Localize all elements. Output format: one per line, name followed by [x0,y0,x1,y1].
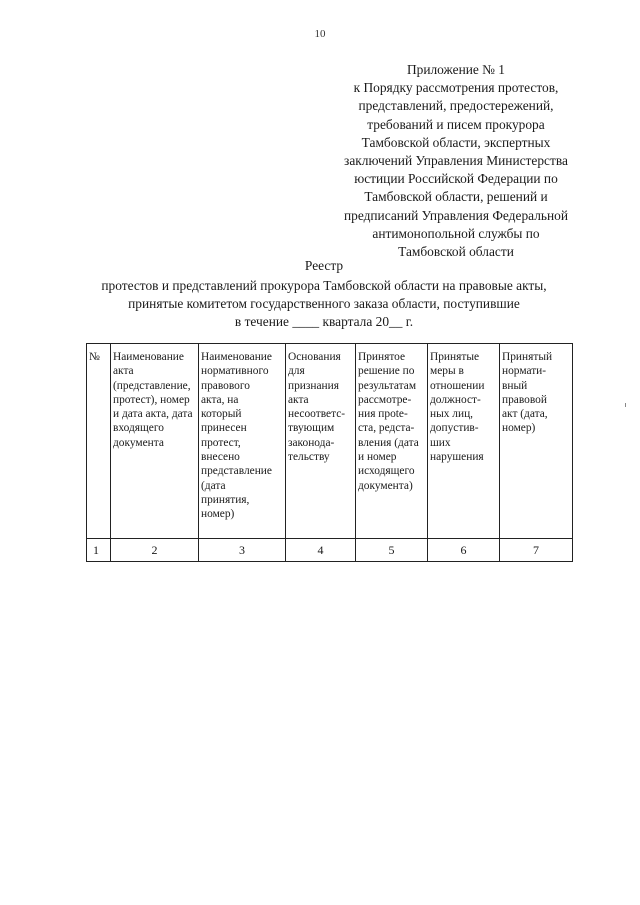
column-header-line: правовой [502,393,547,406]
table-numbering-row [87,539,573,562]
column-header-line: Принятое [358,351,406,363]
appendix-line: юстиции Российской Федерации по [354,171,558,187]
column-header-line: несоответс- [288,408,346,421]
column-header-line: номер) [502,422,536,435]
column-header-line: и номер [358,451,397,464]
column-header-line: правового [201,379,250,392]
column-header-line: вный [502,379,528,392]
column-header-line: Принятый [502,351,553,363]
appendix-line: Тамбовской области, экспертных [361,134,551,150]
column-header-line: результатам [358,379,417,392]
column-header-line: и дата акта, дата [113,408,193,421]
appendix-line: требований и писем прокурора [367,116,545,132]
column-header-line: твующим [288,422,335,435]
column-header-line: входящего [113,422,164,435]
column-header-line: тельству [288,451,330,464]
registry-title [40,257,608,331]
registry-subtitle-line-3: в течение ____ квартала 20__ г. [234,314,414,329]
column-header-line: нарушения [430,451,484,464]
column-header-1 [87,344,111,539]
column-header-6 [428,344,500,539]
column-header-line: (представление, [113,379,191,392]
column-header-line: протест), номер [113,393,190,406]
column-header-line: акта [288,393,309,406]
column-header-line: протест, [201,436,241,449]
column-header-line: исходящего [358,465,415,478]
column-header-line: Наименование [113,351,184,363]
column-header-line: ния прote- [358,408,408,421]
column-number-2: 2 [111,539,199,562]
column-header-line: признания [288,379,339,392]
column-header-line: ных лиц, [430,408,474,421]
column-header-line: меры в [430,365,464,378]
column-header-line: отношении [430,379,485,392]
appendix-note [330,61,582,261]
column-header-line: принесен [201,422,247,435]
column-header-line: акта [113,365,134,378]
column-header-line: для [288,365,305,378]
column-number-7: 7 [500,539,573,562]
registry-subtitle-line-2: принятые комитетом государственного заказа области, поступившие [128,296,520,311]
column-number-3: 3 [199,539,286,562]
column-header-line: нормативного [201,365,269,378]
column-header-line: допустив- [430,422,479,435]
column-header-line: ста, редста- [358,422,415,435]
column-header-line: ших [430,436,451,449]
registry-subtitle-line-1: протестов и представлений прокурора Тамбовской области на правовые акты, [101,278,547,293]
column-header-line: номер) [201,508,235,521]
column-header-line: рассмотре- [358,393,412,406]
column-header-3 [199,344,286,539]
column-header-line: законода- [288,436,335,449]
appendix-line: предписаний Управления Федеральной [343,207,569,223]
appendix-line: Тамбовской области, решений и [364,189,548,205]
column-header-4 [286,344,356,539]
column-header-line: внесено [201,451,240,464]
column-header-7 [500,344,573,539]
column-header-line: вления (дата [358,436,419,449]
table-header-row [87,344,573,539]
column-header-line: акт (дата, [502,408,548,421]
column-header-line: акта, на [201,393,239,406]
column-header-line: № [89,351,100,363]
column-header-line: принятия, [201,493,250,506]
appendix-line: заключений Управления Министерства [344,153,568,169]
column-number-1: 1 [87,539,111,562]
column-header-line: документа [113,436,164,449]
column-header-line: Принятые [430,351,480,363]
appendix-line: антимонопольной службы по [372,225,540,241]
column-header-line: представление [201,465,272,478]
registry-table [86,343,573,562]
appendix-line: к Порядку рассмотрения протестов, [353,80,559,96]
page-number: 10 [314,28,326,40]
column-header-line: документа) [358,479,413,492]
registry-heading: Реестр [304,258,344,273]
appendix-line: Тамбовской области [398,244,514,260]
appendix-line: Приложение № 1 [406,62,506,77]
column-header-line: Наименование [201,351,272,363]
column-header-2 [111,344,199,539]
column-number-5: 5 [356,539,428,562]
column-number-4: 4 [286,539,356,562]
column-header-line: Основания [288,351,341,363]
column-header-line: (дата [201,479,226,492]
column-header-line: который [201,408,242,421]
column-header-line: нормати- [502,365,547,378]
column-header-line: решение по [358,365,415,378]
column-header-line: должност- [430,393,481,406]
scan-artifact [625,403,626,407]
column-number-6: 6 [428,539,500,562]
column-header-5 [356,344,428,539]
appendix-line: представлений, предостережений, [358,98,554,114]
